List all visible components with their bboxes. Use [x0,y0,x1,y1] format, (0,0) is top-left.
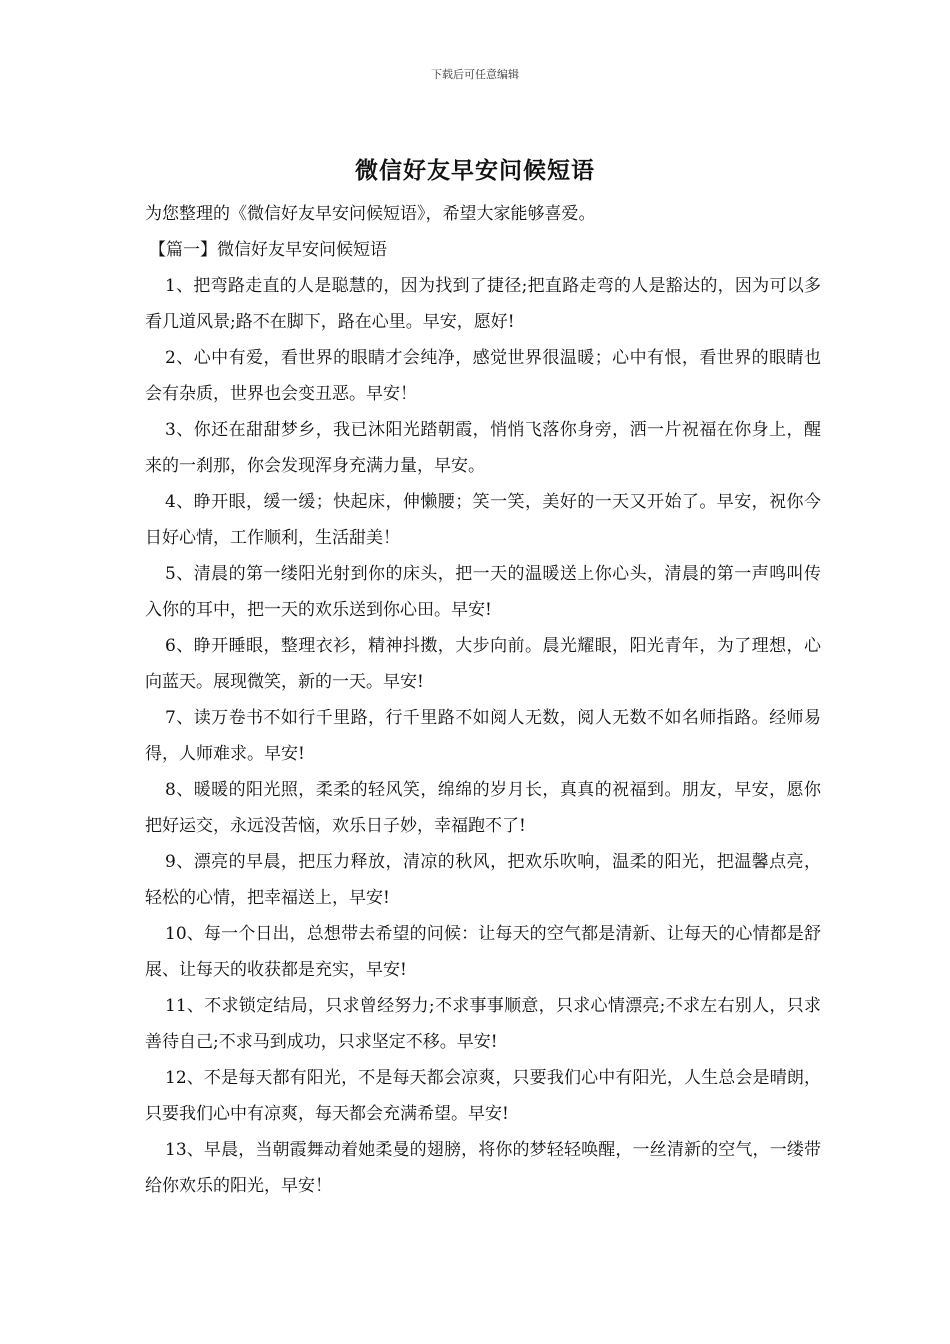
greeting-item-5: 5、清晨的第一缕阳光射到你的床头，把一天的温暖送上你心头，清晨的第一声鸣叫传入你的耳中，把一天的欢乐送到你心田。早安! [145,564,821,620]
greeting-item-8: 8、暖暖的阳光照，柔柔的轻风笑，绵绵的岁月长，真真的祝福到。朋友，早安，愿你把好运交，永远没苦恼，欢乐日子妙，幸福跑不了! [145,780,821,836]
greeting-item-7: 7、读万卷书不如行千里路，行千里路不如阅人无数，阅人无数不如名师指路。经师易得，人师难求。早安! [145,708,821,764]
section-heading: 【篇一】微信好友早安问候短语 [149,240,387,260]
greeting-item-11: 11、不求锁定结局，只求曾经努力;不求事事顺意，只求心情漂亮;不求左右别人，只求善待自己;不求马到成功，只求坚定不移。早安! [145,996,821,1052]
greeting-item-9: 9、漂亮的早晨，把压力释放，清凉的秋风，把欢乐吹响，温柔的阳光，把温馨点亮，轻松的心情，把幸福送上，早安! [145,852,821,908]
greeting-item-3: 3、你还在甜甜梦乡，我已沐阳光踏朝霞，悄悄飞落你身旁，洒一片祝福在你身上，醒来的一刹那，你会发现浑身充满力量，早安。 [145,420,821,476]
document-body [145,196,821,1204]
greeting-item-1: 1、把弯路走直的人是聪慧的，因为找到了捷径;把直路走弯的人是豁达的，因为可以多看几道风景;路不在脚下，路在心里。早安，愿好! [145,276,821,332]
greeting-item-13: 13、早晨，当朝霞舞动着她柔曼的翅膀，将你的梦轻轻唤醒，一丝清新的空气，一缕带给你欢乐的阳光，早安！ [145,1140,821,1196]
greeting-item-4: 4、睁开眼，缓一缓；快起床，伸懒腰；笑一笑，美好的一天又开始了。早安，祝你今日好心情，工作顺利，生活甜美！ [145,492,821,548]
greeting-item-10: 10、每一个日出，总想带去希望的问候：让每天的空气都是清新、让每天的心情都是舒展、让每天的收获都是充实，早安! [145,924,821,980]
greeting-item-6: 6、睁开睡眼，整理衣衫，精神抖擞，大步向前。晨光耀眼，阳光青年，为了理想，心向蓝天。展现微笑，新的一天。早安! [145,636,821,692]
greeting-item-12: 12、不是每天都有阳光，不是每天都会凉爽，只要我们心中有阳光，人生总会是晴朗，只要我们心中有凉爽，每天都会充满希望。早安! [145,1068,821,1124]
document-title: 微信好友早安问候短语 [355,158,595,184]
intro-paragraph: 为您整理的《微信好友早安问候短语》，希望大家能够喜爱。 [145,204,596,224]
page-header-note: 下载后可任意编辑 [431,68,519,81]
greeting-item-2: 2、心中有爱，看世界的眼睛才会纯净，感觉世界很温暖；心中有恨，看世界的眼睛也会有杂质，世界也会变丑恶。早安！ [145,348,821,404]
